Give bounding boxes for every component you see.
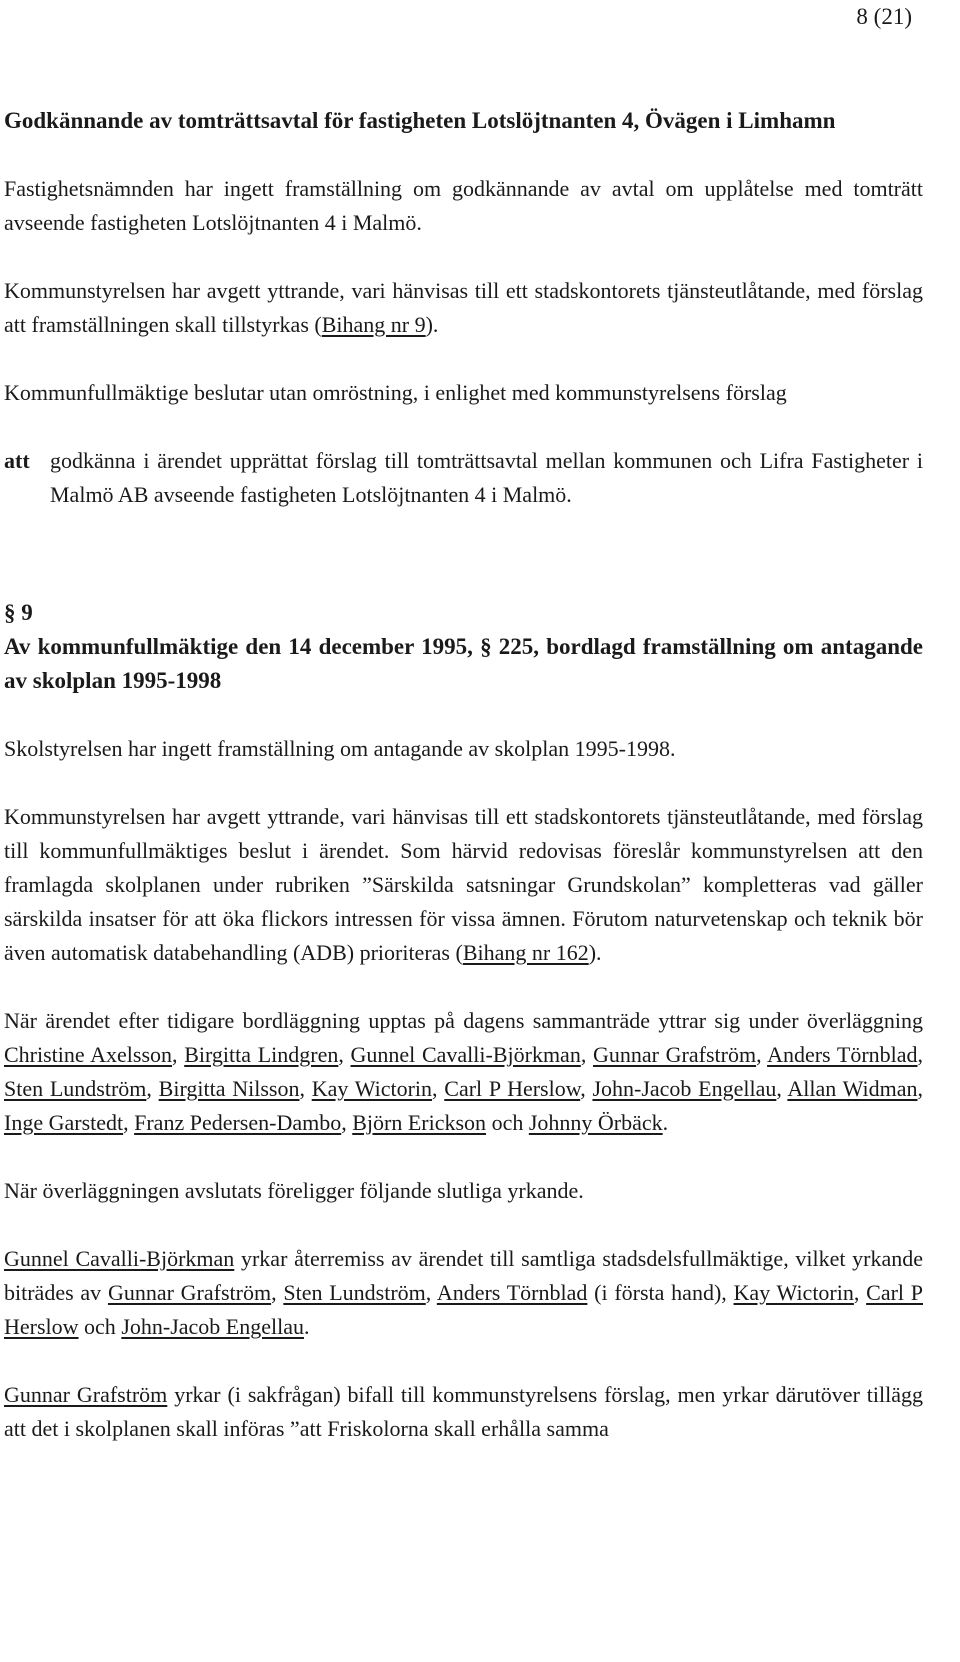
text-segment: och [84,1314,116,1339]
paragraph-fastighetsnamnden: Fastighetsnämnden har ingett framställning om godkännande av avtal om upplåtelse med tomträtt avseende fastigheten Lotslöjtnanten 4 i Malmö. [4,176,923,235]
section-heading-tomtratt: Godkännande av tomträttsavtal för fastigheten Lotslöjtnanten 4, Övägen i Limhamn [4,108,836,133]
heading-segment: bordlagd framställning om antagande av skolplan 1995-1998 [4,634,924,693]
section-heading-skolplan [4,630,923,698]
document-body [4,104,923,1446]
text-segment: yrkar (i sakfrågan) bifall till kommunstyrelsens förslag, men yrkar därutöver tillägg att det i skolplanen skall införas ”att Friskolorna skall erhålla samma [4,1382,924,1441]
speaker-link[interactable]: Kay Wictorin [311,1076,433,1101]
speaker-link[interactable]: Inge Garstedt [4,1110,124,1135]
speaker-link[interactable]: Gunnel Cavalli-Björkman [4,1246,235,1271]
heading-section-ref: § 225, [480,634,539,659]
speaker-link[interactable]: Carl P Herslow [444,1076,581,1101]
speaker-link[interactable]: Birgitta Lindgren [184,1042,339,1067]
paragraph-beslut: Kommunfullmäktige beslutar utan omröstning, i enlighet med kommunstyrelsens förslag [4,380,787,405]
speaker-link[interactable]: Allan Widman [787,1076,918,1101]
speaker-link[interactable]: Gunnar Grafström [107,1280,272,1305]
speaker-link[interactable]: John-Jacob Engellau [121,1314,304,1339]
text-segment: ). [425,312,439,337]
paragraph-number: § 9 [4,600,33,625]
speaker-link[interactable]: Anders Törnblad [436,1280,588,1305]
speaker-link[interactable]: Anders Törnblad [767,1042,918,1067]
speaker-link[interactable]: Birgitta Nilsson [158,1076,300,1101]
speaker-link[interactable]: John-Jacob Engellau [592,1076,777,1101]
speaker-link[interactable]: Gunnel Cavalli-Björkman [350,1042,581,1067]
paragraph-skolstyrelsen: Skolstyrelsen har ingett framställning om antagande av skolplan 1995-1998. [4,736,676,761]
paragraph-yrkande-intro: När överläggningen avslutats föreligger följande slutliga yrkande. [4,1178,584,1203]
att-clause [4,444,923,512]
att-text: godkänna i ärendet upprättat förslag till tomträttsavtal mellan kommunen och Lifra Fastigheter i Malmö AB avseende fastigheten Lotslöjtnanten 4 i Malmö. [50,448,923,507]
att-label: att [4,448,30,473]
speaker-link[interactable]: Carl P Herslow [4,1280,924,1339]
paragraph-bifall [4,1378,923,1446]
speaker-link[interactable]: Gunnar Grafström [593,1042,757,1067]
paragraph-kommunstyrelsen-1 [4,274,923,342]
paragraph-overlaggning: När ärendet efter tidigare bordläggning upptas på dagens sammanträde yttrar sig under överläggning Christine Axelsson, Birgitta Lindgren, Gunnel Cavalli-Björkman, Gunnar Grafström, Anders Törnblad, Sten Lundström, Birgitta Nilsson, Kay Wictorin, Carl P Herslow, John-Jacob Engellau, Allan Widman, Inge Garstedt, Franz Pedersen-Dambo, Björn Erickson och Johnny Örbäck. [4,1008,924,1135]
paragraph-kommunstyrelsen-2 [4,800,923,970]
heading-segment: Av kommunfullmäktige den 14 december 1995, [4,634,473,659]
text-segment: När ärendet efter tidigare bordläggning upptas på dagens sammanträde yttrar sig under överläggning [4,1008,923,1033]
bihang-link[interactable]: Bihang nr 162 [462,940,589,965]
speaker-link[interactable]: Sten Lundström [283,1280,426,1305]
speaker-link[interactable]: Kay Wictorin [733,1280,854,1305]
speaker-link[interactable]: Gunnar Grafström [4,1382,168,1407]
speaker-link[interactable]: Franz Pedersen-Dambo [134,1110,342,1135]
speaker-link[interactable]: Christine Axelsson [4,1042,173,1067]
text-segment: och [491,1110,524,1135]
text-segment: yrkar återremiss av ärendet till samtliga stadsdelsfullmäktige, vilket yrkande biträdes av [4,1246,924,1305]
text-segment: ). [588,940,602,965]
text-segment: Kommunstyrelsen har avgett yttrande, vari hänvisas till ett stadskontorets tjänsteutlåtande, med förslag till kommunfullmäktiges beslut i ärendet. Som härvid redovisas föreslår kommunstyrelsen att den framlagda skolplanen under rubriken ”Särskilda satsningar Grundskolan” kompletteras vad gäller särskilda insatser för att öka flickors intressen för vissa ämnen. Förutom naturvetenskap och teknik bör även automatisk databehandling (ADB) prioriteras ( [4,804,923,965]
paragraph-aterremiss: Gunnel Cavalli-Björkman yrkar återremiss av ärendet till samtliga stadsdelsfullmäktige, vilket yrkande biträdes av Gunnar Grafström, Sten Lundström, Anders Törnblad (i första hand), Kay Wictorin, Carl P Herslow och John-Jacob Engellau. [4,1246,924,1339]
speaker-link[interactable]: Björn Erickson [352,1110,487,1135]
page-number: 8 (21) [856,4,912,29]
text-segment: . [662,1110,669,1135]
speaker-link[interactable]: Johnny Örbäck [528,1110,663,1135]
speaker-link[interactable]: Sten Lundström [4,1076,147,1101]
text-segment: Kommunstyrelsen har avgett yttrande, vari hänvisas till ett stadskontorets tjänsteutlåtande, med förslag att framställningen skall tillstyrkas ( [4,278,923,337]
text-segment: (i första hand), [594,1280,727,1305]
bihang-link[interactable]: Bihang nr 9 [321,312,426,337]
